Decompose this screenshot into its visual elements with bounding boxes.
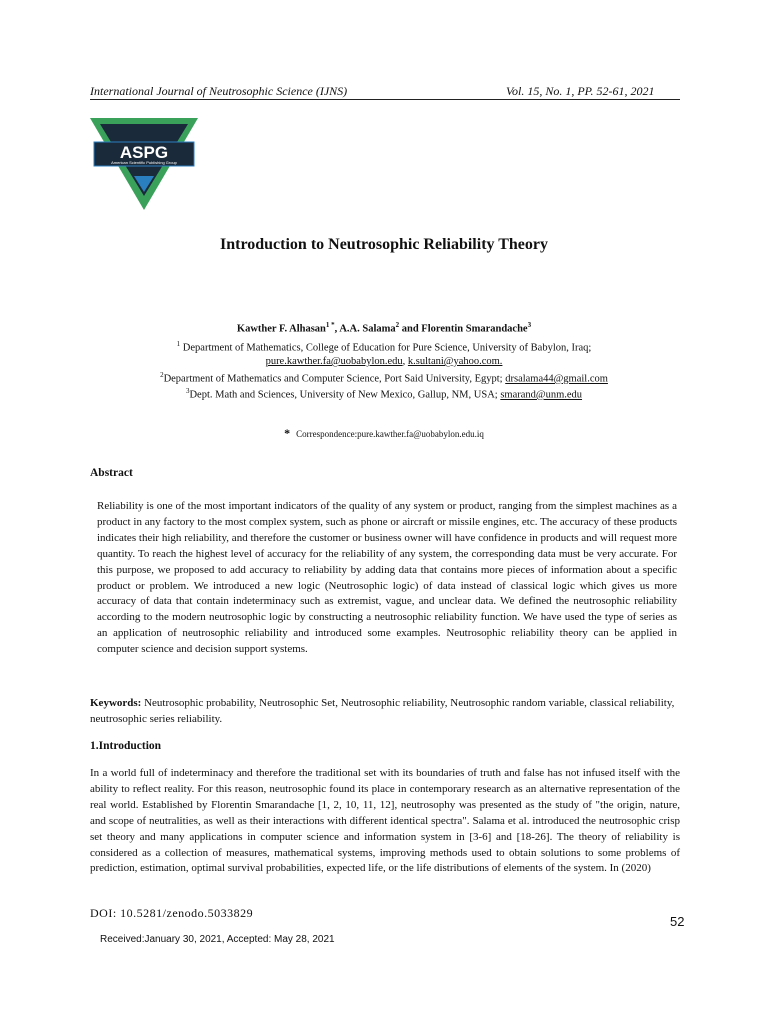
affiliation-1-sup: 1 (176, 340, 181, 348)
email-link[interactable]: pure.kawther.fa@uobabylon.edu (265, 356, 403, 367)
abstract-heading: Abstract (90, 467, 133, 479)
logo-text: ASPG (119, 143, 169, 162)
affiliation-3-sup: 3 (185, 387, 190, 395)
header-rule (90, 99, 680, 100)
affiliation-1-emails: pure.kawther.fa@uobabylon.edu, k.sultani@yahoo.com. (265, 356, 503, 367)
volume-info: Vol. 15, No. 1, PP. 52-61, 2021 (506, 84, 655, 98)
author-list (0, 321, 768, 335)
author-3-sup: 3 (527, 321, 532, 329)
author-2-sup: 2 (395, 321, 400, 329)
author-separator: and (399, 323, 422, 335)
doi: DOI: 10.5281/zenodo.5033829 (90, 906, 254, 920)
author-separator: , (334, 323, 340, 335)
paper-title: Introduction to Neutrosophic Reliability Theory (219, 236, 549, 253)
affiliation-2-sup: 2 (160, 371, 164, 379)
affiliation-3 (0, 387, 768, 401)
journal-name: International Journal of Neutrosophic Science (IJNS) (90, 84, 348, 98)
affiliation-1 (0, 340, 768, 354)
author-3: Florentin Smarandache (421, 323, 528, 335)
email-link[interactable]: smarand@unm.edu (500, 389, 583, 401)
keywords-label: Keywords: (90, 697, 142, 709)
affiliation-2 (0, 371, 768, 385)
page-number: 52 (670, 914, 685, 929)
abstract-text: Reliability is one of the most important indicators of the quality of any system or product, ranging from the simplest machines as a product in any factory to the most complex system, such as phone or aircraft or missile engines, etc. The accuracy of these products indicates their high reliability, and therefore the customer or business owner will have confidence in products and will request more quantity. To reach the highest level of accuracy for the reliability of any system, the corresponding data must be very accurate. For this purpose, we proposed to add accuracy to reliability by adding data that contains more pieces of information about a specific product or problem. We introduced a new logic (Neutrosophic logic) of data instead of classical logic which gives us more accuracy of data that contain indeterminacy such as extremist, vague, and unclear data. We defined the neutrosophic reliability according to the modern neutrosophic logic by constructing a neutrosophic reliability function. We have used the type of series as an application of neutrosophic reliability and introduced some examples. Neutrosophic reliability theory can be applied in computer science and decision support systems. (97, 500, 677, 656)
introduction-text: In a world full of indeterminacy and therefore the traditional set with its boundaries of truth and false has not infused itself with the ability to reflect reality. For this reason, neutrosophic found its place in contemporary research as an alternative representation of the real world. Established by Florentin Smarandache [1, 2, 10, 11, 12], neutrosophy was presented as the study of "the origin, nature, and scope of neutralities, as well as their interactions with different identical spectra". Salama et al. introduced the neutrosophic crisp set theory and many applications in computer science and information system in [3-6] and [18-26]. The theory of reliability is considered as a collection of measures, mathematical systems, improving methods used to obtain solutions to some problems of prediction, estimation, optimal survival probabilities, expected life, or the life distributions of elements of the system. In (2020) (90, 767, 680, 875)
keywords-text: Neutrosophic probability, Neutrosophic Set, Neutrosophic reliability, Neutrosophic random variable, classical reliability, neutrosophic series reliability. (90, 697, 675, 725)
logo-subtext: American Scientific Publishing Group (111, 160, 177, 165)
author-2: A.A. Salama (339, 323, 396, 335)
affiliation-1-text: Department of Mathematics, College of Education for Pure Science, University of Babylon, Iraq; (180, 342, 592, 354)
affiliation-3-text: Dept. Math and Sciences, University of New Mexico, Gallup, NM, USA; (189, 389, 498, 401)
correspondence-text: Correspondence:pure.kawther.fa@uobabylon.edu.iq (296, 429, 484, 439)
introduction-heading: 1.Introduction (90, 740, 162, 752)
affiliation-2-text: Department of Mathematics and Computer Science, Port Said University, Egypt; (163, 373, 503, 385)
author-1: Kawther F. Alhasan (236, 323, 326, 335)
email-link[interactable]: drsalama44@gmail.com (505, 373, 608, 385)
correspondence (0, 426, 768, 441)
aspg-logo (90, 118, 198, 210)
email-link[interactable]: k.sultani@yahoo.com. (407, 356, 503, 367)
keywords (90, 696, 680, 728)
asterisk-icon: * (284, 426, 291, 440)
author-1-sup: 1 * (325, 321, 335, 329)
received-date: Received:January 30, 2021, Accepted: May 28, 2021 (100, 934, 335, 945)
